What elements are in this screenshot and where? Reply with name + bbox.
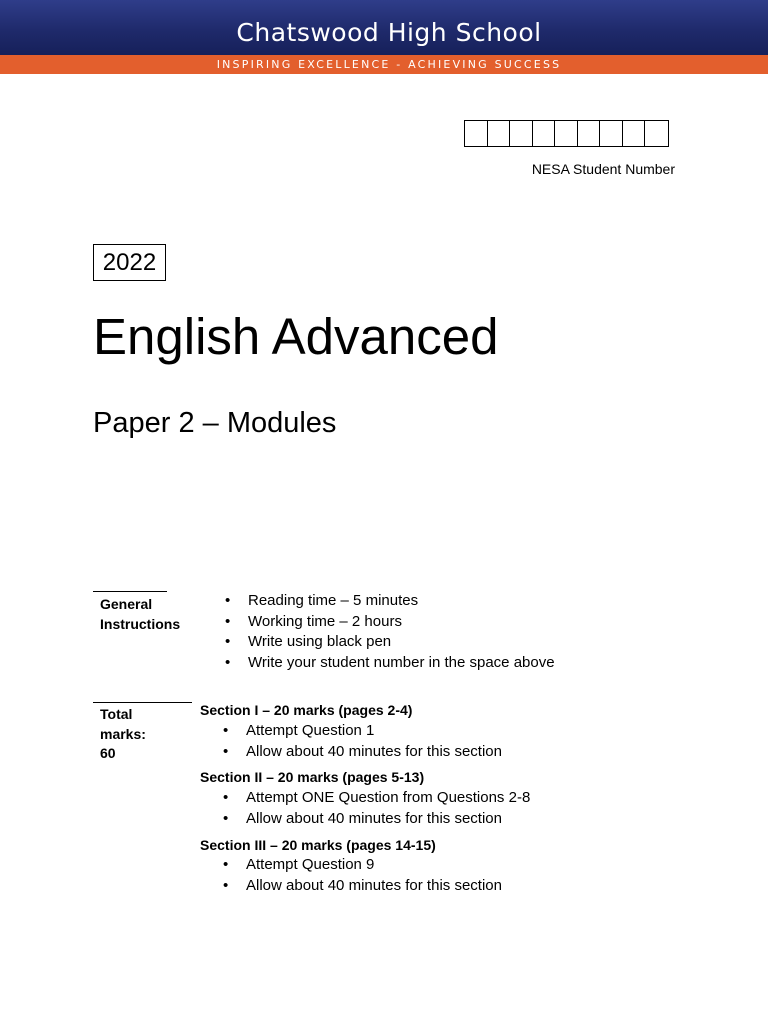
list-item: • Attempt ONE Question from Questions 2-8	[223, 789, 531, 806]
student-number-digit-box[interactable]	[533, 121, 556, 146]
section-2-title: Section II – 20 marks (pages 5-13)	[200, 769, 425, 785]
student-number-digit-box[interactable]	[600, 121, 623, 146]
general-instructions-label: General Instructions	[100, 596, 181, 632]
tagline-bar	[0, 55, 768, 74]
student-number-digit-box[interactable]	[645, 121, 668, 146]
exam-paper: Paper 2 – Modules	[93, 407, 337, 439]
divider	[93, 591, 167, 592]
list-item: • Attempt Question 9	[223, 856, 375, 873]
exam-year: 2022	[93, 244, 166, 281]
section-3-title: Section III – 20 marks (pages 14-15)	[200, 837, 436, 853]
student-number-label: NESA Student Number	[531, 161, 675, 177]
student-number-digit-box[interactable]	[465, 121, 488, 146]
section-3-list	[222, 855, 502, 896]
divider	[93, 702, 192, 703]
list-item: • Write using black pen	[225, 633, 392, 650]
student-number-digit-box[interactable]	[578, 121, 601, 146]
list-item: • Allow about 40 minutes for this section	[223, 876, 502, 894]
school-banner	[0, 0, 768, 55]
list-item: • Allow about 40 minutes for this section	[223, 809, 502, 827]
student-number-digit-box[interactable]	[488, 121, 511, 146]
total-marks-label: Total marks: 60	[100, 706, 146, 761]
list-item: • Write your student number in the space above	[225, 653, 555, 671]
list-item: • Working time – 2 hours	[225, 612, 402, 630]
list-item: • Allow about 40 minutes for this section	[223, 742, 502, 760]
student-number-boxes[interactable]	[464, 120, 669, 147]
school-name: Chatswood High School	[236, 18, 542, 47]
section-1-title: Section I – 20 marks (pages 2-4)	[200, 702, 413, 718]
exam-subject: English Advanced	[93, 308, 499, 365]
student-number-digit-box[interactable]	[555, 121, 578, 146]
general-instructions-list	[224, 591, 555, 673]
section-2-list	[222, 788, 530, 829]
student-number-digit-box[interactable]	[510, 121, 533, 146]
school-tagline: INSPIRING EXCELLENCE - ACHIEVING SUCCESS	[216, 58, 562, 71]
list-item: • Reading time – 5 minutes	[225, 592, 419, 609]
section-1-list	[222, 721, 502, 762]
list-item: • Attempt Question 1	[223, 722, 375, 739]
student-number-digit-box[interactable]	[623, 121, 646, 146]
